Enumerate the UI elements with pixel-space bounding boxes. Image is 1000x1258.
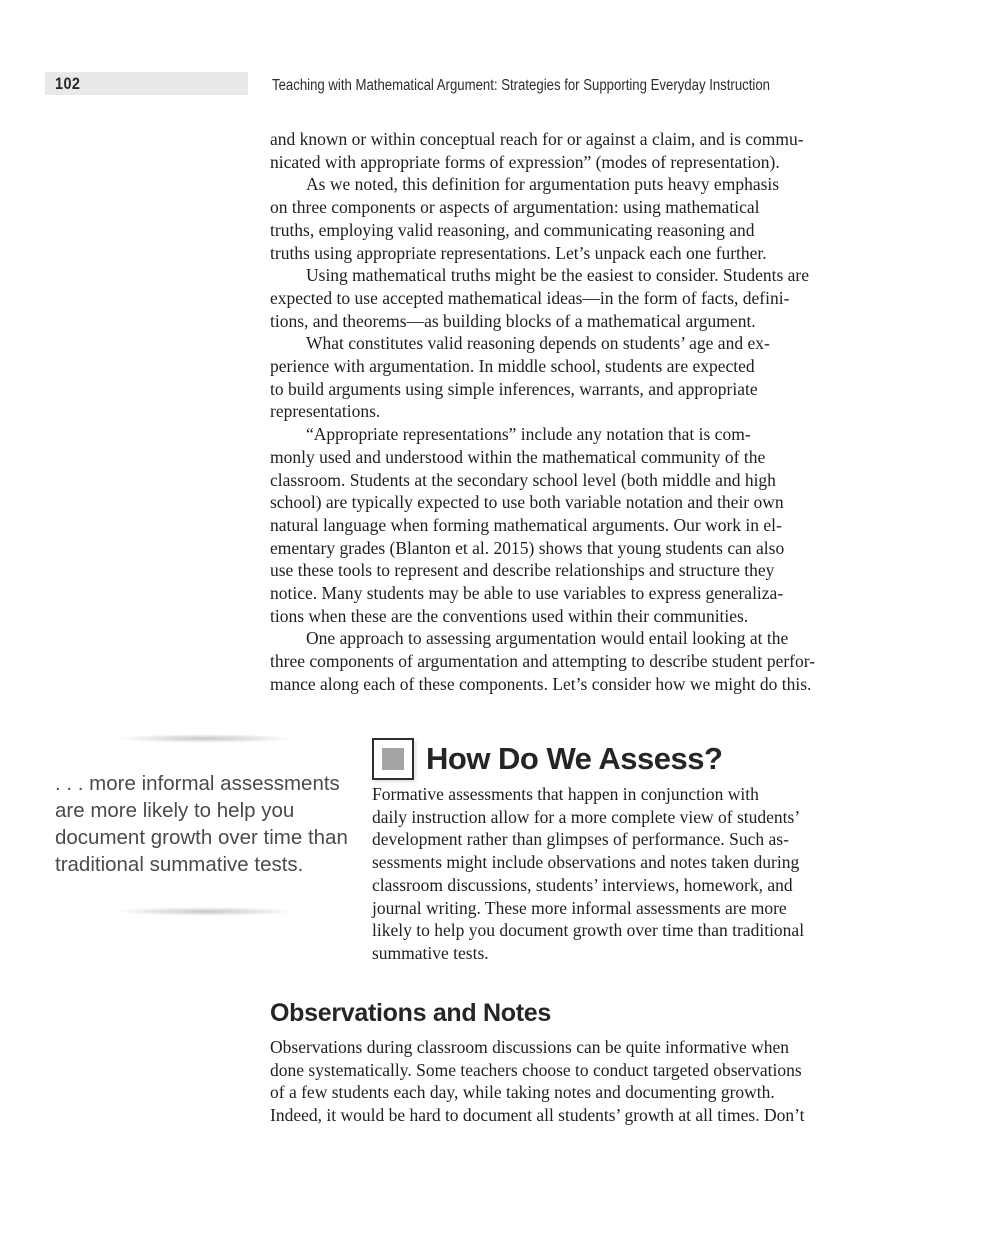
gray-square-icon — [372, 738, 414, 780]
body-column — [270, 128, 892, 696]
observations-paragraph-block — [270, 1036, 902, 1127]
pull-quote-bottom-shadow — [80, 906, 330, 917]
gray-square-icon-fill — [382, 748, 404, 770]
section-title: How Do We Assess? — [426, 741, 723, 776]
assess-paragraph-block — [372, 783, 877, 965]
page-number: 102 — [55, 73, 81, 93]
pull-quote-top-shadow — [80, 733, 330, 744]
running-head: Teaching with Mathematical Argument: Strategies for Supporting Everyday Instruction — [272, 77, 770, 94]
body-paragraph: Observations during classroom discussions can be quite informative when done systematically. Some teachers choose to conduct targeted observations of a few students each day, while taking notes and documenting growth. Indeed, it would be hard to document all students’ growth at all times. Don’t — [270, 1037, 805, 1126]
body-paragraph: What constitutes valid reasoning depends on students’ age and ex- perience with argumentation. In middle school, students are expected to build arguments using simple inferences, warrants, and appropriate representations. — [270, 333, 770, 422]
assess-section-heading — [372, 738, 722, 780]
body-paragraph: “Appropriate representations” include any notation that is com- monly used and understood within the mathematical community of the classroom. Students at the secondary school level (both middle and high school) are typically expected to use both variable notation and their own natural language when forming mathematical arguments. Our work in el- ementary grades (Blanton et al. 2015) shows that young students can also use these tools to represent and describe relationships and structure they notice. Many students may be able to use variables to express generaliza- tions when these are the conventions used within their communities. — [270, 424, 785, 626]
body-paragraph: and known or within conceptual reach for or against a claim, and is commu- nicated with appropriate forms of expression” (modes of representation). — [270, 129, 804, 172]
page-number-bar — [45, 72, 248, 95]
subsection-title: Observations and Notes — [270, 999, 551, 1027]
pull-quote-block — [52, 733, 357, 917]
body-paragraph: One approach to assessing argumentation would entail looking at the three components of argumentation and attempting to describe student perfor- mance along each of these components. Let’s consider how we might do this. — [270, 628, 816, 694]
body-paragraph: Using mathematical truths might be the easiest to consider. Students are expected to use accepted mathematical ideas—in the form of facts, defini- tions, and theorems—as building blocks of a mathematical argument. — [270, 265, 810, 331]
body-paragraph: Formative assessments that happen in conjunction with daily instruction allow for a more complete view of students’ development rather than glimpses of performance. Such as- sessments might include observations and notes taken during classroom discussions, students’ interviews, homework, and journal writing. These more informal assessments are more likely to help you document growth over time than traditional summative tests. — [372, 784, 805, 963]
pull-quote-text: . . . more informal assessments are more likely to help you document growth over time than traditional summative tests. — [55, 772, 348, 876]
body-paragraph: As we noted, this definition for argumentation puts heavy emphasis on three components or aspects of argumentation: using mathematical truths, employing valid reasoning, and communicating reasoning and truths using appropriate representations. Let’s unpack each one further. — [270, 174, 780, 263]
